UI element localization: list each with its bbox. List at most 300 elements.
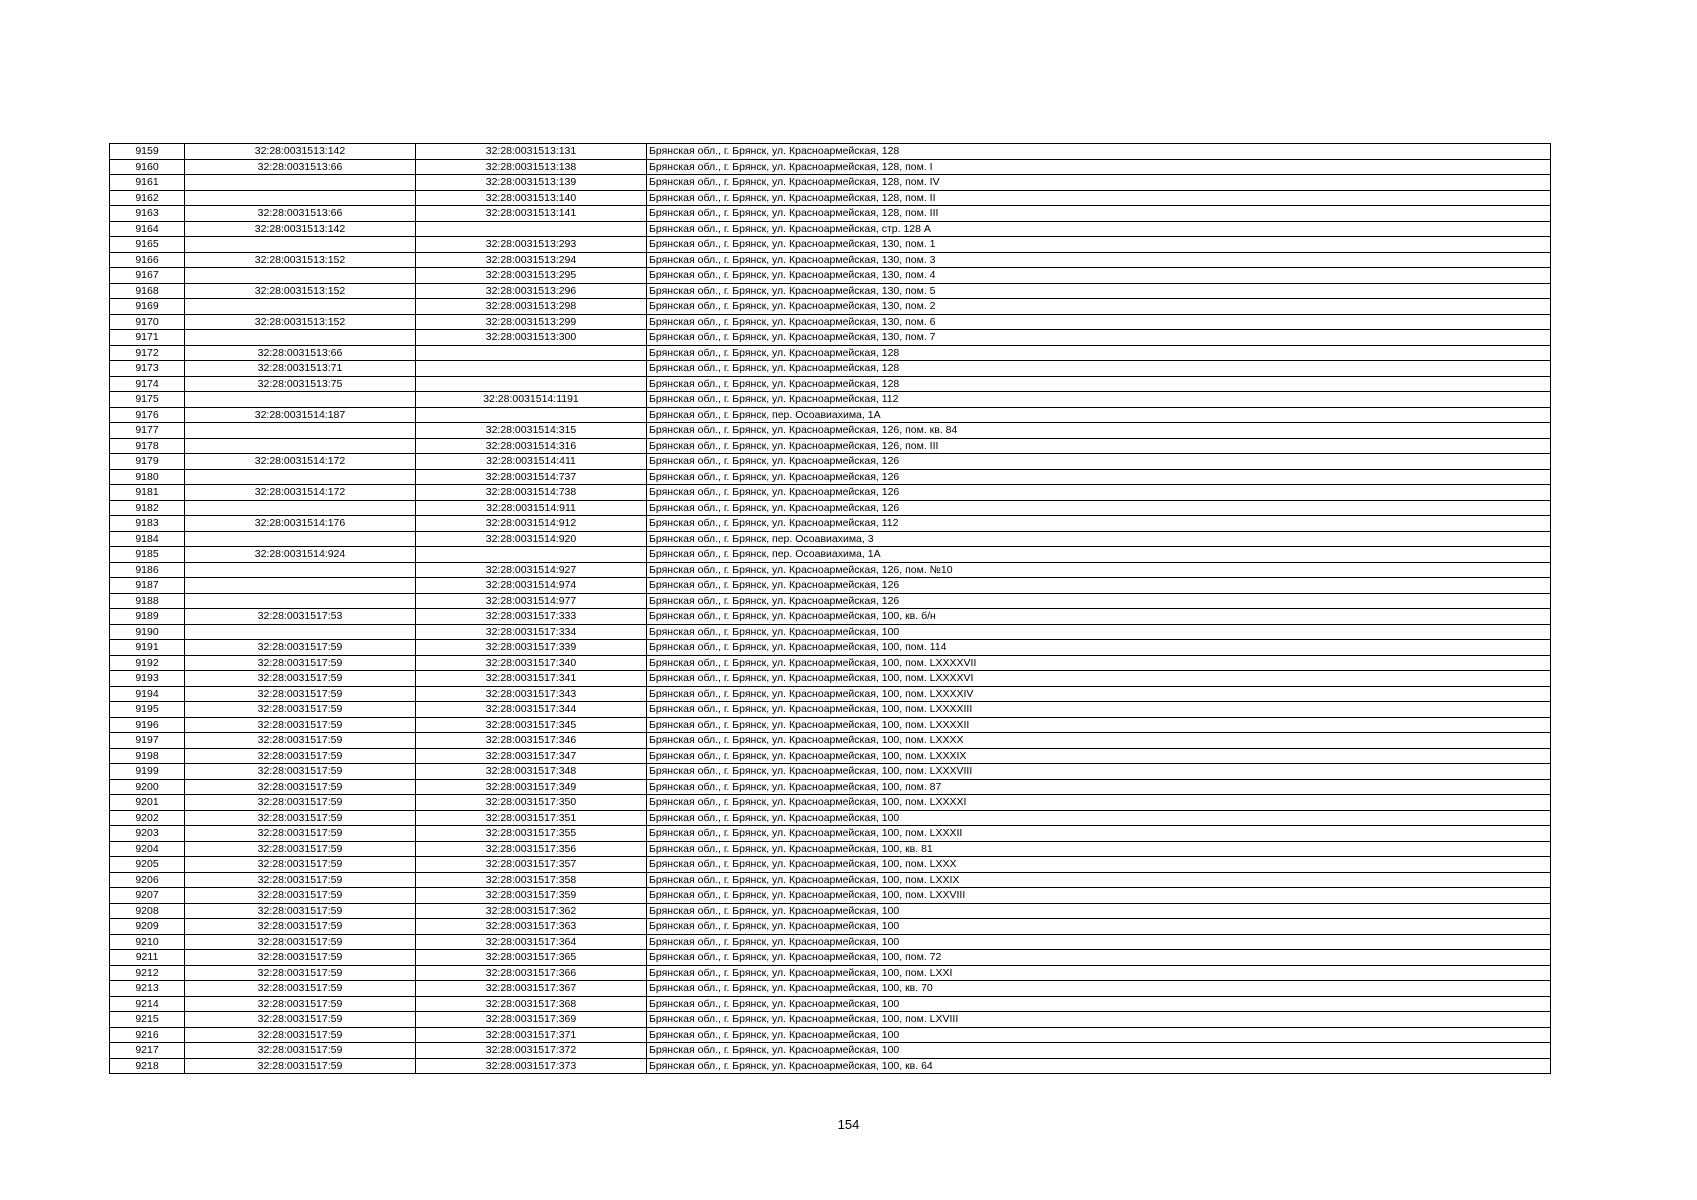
address-cell: Брянская обл., г. Брянск, ул. Красноармейская, 128, пом. IV (647, 175, 1551, 191)
row-number-cell: 9178 (110, 438, 185, 454)
land-cadastral-number-cell (185, 593, 416, 609)
register-table-body (110, 144, 1551, 1074)
land-cadastral-number-cell (185, 175, 416, 191)
row-number-cell: 9212 (110, 965, 185, 981)
address-cell: Брянская обл., г. Брянск, ул. Красноармейская, 100 (647, 903, 1551, 919)
address-cell: Брянская обл., г. Брянск, ул. Красноармейская, 100, кв. б/н (647, 609, 1551, 625)
table-row (110, 578, 1551, 594)
row-number-cell: 9202 (110, 810, 185, 826)
table-row (110, 888, 1551, 904)
address-cell: Брянская обл., г. Брянск, ул. Красноармейская, 100, пом. 72 (647, 950, 1551, 966)
land-cadastral-number-cell (185, 299, 416, 315)
row-number-cell: 9171 (110, 330, 185, 346)
address-cell: Брянская обл., г. Брянск, ул. Красноармейская, 126 (647, 500, 1551, 516)
land-cadastral-number-cell: 32:28:0031513:66 (185, 345, 416, 361)
object-cadastral-number-cell: 32:28:0031513:299 (416, 314, 647, 330)
object-cadastral-number-cell: 32:28:0031517:372 (416, 1043, 647, 1059)
table-row (110, 1043, 1551, 1059)
address-cell: Брянская обл., г. Брянск, ул. Красноармейская, 126 (647, 485, 1551, 501)
address-cell: Брянская обл., г. Брянск, пер. Осоавиахима, 1А (647, 407, 1551, 423)
address-cell: Брянская обл., г. Брянск, ул. Красноармейская, 128, пом. III (647, 206, 1551, 222)
land-cadastral-number-cell: 32:28:0031513:152 (185, 283, 416, 299)
table-row (110, 500, 1551, 516)
row-number-cell: 9164 (110, 221, 185, 237)
land-cadastral-number-cell: 32:28:0031517:59 (185, 919, 416, 935)
row-number-cell: 9185 (110, 547, 185, 563)
land-cadastral-number-cell: 32:28:0031517:59 (185, 872, 416, 888)
row-number-cell: 9172 (110, 345, 185, 361)
object-cadastral-number-cell: 32:28:0031517:368 (416, 996, 647, 1012)
row-number-cell: 9189 (110, 609, 185, 625)
land-cadastral-number-cell: 32:28:0031513:142 (185, 144, 416, 160)
object-cadastral-number-cell: 32:28:0031517:343 (416, 686, 647, 702)
object-cadastral-number-cell (416, 361, 647, 377)
row-number-cell: 9191 (110, 640, 185, 656)
table-row (110, 826, 1551, 842)
land-cadastral-number-cell: 32:28:0031517:59 (185, 1043, 416, 1059)
land-cadastral-number-cell: 32:28:0031517:59 (185, 779, 416, 795)
address-cell: Брянская обл., г. Брянск, ул. Красноармейская, 100, пом. LXXXII (647, 826, 1551, 842)
object-cadastral-number-cell: 32:28:0031517:364 (416, 934, 647, 950)
object-cadastral-number-cell: 32:28:0031513:139 (416, 175, 647, 191)
object-cadastral-number-cell: 32:28:0031513:131 (416, 144, 647, 160)
object-cadastral-number-cell: 32:28:0031517:357 (416, 857, 647, 873)
object-cadastral-number-cell: 32:28:0031517:349 (416, 779, 647, 795)
address-cell: Брянская обл., г. Брянск, ул. Красноармейская, 100 (647, 919, 1551, 935)
address-cell: Брянская обл., г. Брянск, ул. Красноармейская, 100, кв. 81 (647, 841, 1551, 857)
row-number-cell: 9203 (110, 826, 185, 842)
address-cell: Брянская обл., г. Брянск, ул. Красноармейская, 126 (647, 578, 1551, 594)
table-row (110, 655, 1551, 671)
address-cell: Брянская обл., г. Брянск, ул. Красноармейская, 100 (647, 624, 1551, 640)
land-cadastral-number-cell: 32:28:0031517:59 (185, 1027, 416, 1043)
object-cadastral-number-cell: 32:28:0031513:293 (416, 237, 647, 253)
row-number-cell: 9194 (110, 686, 185, 702)
object-cadastral-number-cell: 32:28:0031514:1191 (416, 392, 647, 408)
table-row (110, 640, 1551, 656)
table-row (110, 841, 1551, 857)
address-cell: Брянская обл., г. Брянск, ул. Красноармейская, 100, пом. LXXXXVII (647, 655, 1551, 671)
land-cadastral-number-cell: 32:28:0031517:59 (185, 640, 416, 656)
row-number-cell: 9176 (110, 407, 185, 423)
table-row (110, 609, 1551, 625)
row-number-cell: 9200 (110, 779, 185, 795)
object-cadastral-number-cell: 32:28:0031517:350 (416, 795, 647, 811)
address-cell: Брянская обл., г. Брянск, ул. Красноармейская, 130, пом. 4 (647, 268, 1551, 284)
object-cadastral-number-cell: 32:28:0031514:920 (416, 531, 647, 547)
address-cell: Брянская обл., г. Брянск, ул. Красноармейская, 100, пом. LXXIX (647, 872, 1551, 888)
address-cell: Брянская обл., г. Брянск, ул. Красноармейская, 128 (647, 361, 1551, 377)
object-cadastral-number-cell: 32:28:0031514:977 (416, 593, 647, 609)
row-number-cell: 9182 (110, 500, 185, 516)
object-cadastral-number-cell: 32:28:0031513:294 (416, 252, 647, 268)
object-cadastral-number-cell: 32:28:0031517:346 (416, 733, 647, 749)
object-cadastral-number-cell (416, 221, 647, 237)
address-cell: Брянская обл., г. Брянск, ул. Красноармейская, 100 (647, 1027, 1551, 1043)
row-number-cell: 9196 (110, 717, 185, 733)
table-row (110, 903, 1551, 919)
object-cadastral-number-cell: 32:28:0031513:296 (416, 283, 647, 299)
object-cadastral-number-cell: 32:28:0031517:334 (416, 624, 647, 640)
object-cadastral-number-cell: 32:28:0031514:911 (416, 500, 647, 516)
table-row (110, 547, 1551, 563)
land-cadastral-number-cell (185, 190, 416, 206)
table-row (110, 764, 1551, 780)
land-cadastral-number-cell (185, 500, 416, 516)
object-cadastral-number-cell: 32:28:0031514:927 (416, 562, 647, 578)
row-number-cell: 9213 (110, 981, 185, 997)
row-number-cell: 9160 (110, 159, 185, 175)
table-row (110, 206, 1551, 222)
row-number-cell: 9170 (110, 314, 185, 330)
table-row (110, 531, 1551, 547)
object-cadastral-number-cell: 32:28:0031517:348 (416, 764, 647, 780)
object-cadastral-number-cell: 32:28:0031517:363 (416, 919, 647, 935)
object-cadastral-number-cell: 32:28:0031517:356 (416, 841, 647, 857)
table-row (110, 159, 1551, 175)
address-cell: Брянская обл., г. Брянск, ул. Красноармейская, 100, пом. LXXXIX (647, 748, 1551, 764)
table-row (110, 934, 1551, 950)
land-cadastral-number-cell: 32:28:0031517:59 (185, 888, 416, 904)
table-row (110, 1058, 1551, 1074)
object-cadastral-number-cell: 32:28:0031517:362 (416, 903, 647, 919)
row-number-cell: 9193 (110, 671, 185, 687)
address-cell: Брянская обл., г. Брянск, ул. Красноармейская, 100, пом. LXVIII (647, 1012, 1551, 1028)
table-row (110, 593, 1551, 609)
address-cell: Брянская обл., г. Брянск, ул. Красноармейская, 100, пом. LXXXXI (647, 795, 1551, 811)
land-cadastral-number-cell: 32:28:0031513:152 (185, 252, 416, 268)
table-row (110, 283, 1551, 299)
object-cadastral-number-cell: 32:28:0031517:341 (416, 671, 647, 687)
table-row (110, 795, 1551, 811)
row-number-cell: 9186 (110, 562, 185, 578)
table-row (110, 469, 1551, 485)
table-row (110, 872, 1551, 888)
table-row (110, 268, 1551, 284)
row-number-cell: 9188 (110, 593, 185, 609)
land-cadastral-number-cell: 32:28:0031517:59 (185, 764, 416, 780)
object-cadastral-number-cell: 32:28:0031517:355 (416, 826, 647, 842)
table-row (110, 717, 1551, 733)
land-cadastral-number-cell: 32:28:0031517:59 (185, 686, 416, 702)
table-row (110, 144, 1551, 160)
land-cadastral-number-cell: 32:28:0031513:71 (185, 361, 416, 377)
address-cell: Брянская обл., г. Брянск, ул. Красноармейская, 128 (647, 376, 1551, 392)
address-cell: Брянская обл., г. Брянск, ул. Красноармейская, 112 (647, 516, 1551, 532)
table-row (110, 965, 1551, 981)
address-cell: Брянская обл., г. Брянск, ул. Красноармейская, 100, кв. 64 (647, 1058, 1551, 1074)
table-row (110, 810, 1551, 826)
row-number-cell: 9207 (110, 888, 185, 904)
register-table-container (109, 143, 1550, 1074)
land-cadastral-number-cell: 32:28:0031517:53 (185, 609, 416, 625)
register-table (109, 143, 1551, 1074)
address-cell: Брянская обл., г. Брянск, ул. Красноармейская, 100, пом. LXXX (647, 857, 1551, 873)
address-cell: Брянская обл., г. Брянск, ул. Красноармейская, 128, пом. II (647, 190, 1551, 206)
address-cell: Брянская обл., г. Брянск, ул. Красноармейская, 130, пом. 2 (647, 299, 1551, 315)
land-cadastral-number-cell: 32:28:0031517:59 (185, 717, 416, 733)
address-cell: Брянская обл., г. Брянск, ул. Красноармейская, 128 (647, 345, 1551, 361)
table-row (110, 562, 1551, 578)
land-cadastral-number-cell (185, 531, 416, 547)
table-row (110, 1027, 1551, 1043)
object-cadastral-number-cell: 32:28:0031514:411 (416, 454, 647, 470)
address-cell: Брянская обл., г. Брянск, ул. Красноармейская, 100, пом. LXXXXIV (647, 686, 1551, 702)
table-row (110, 485, 1551, 501)
object-cadastral-number-cell: 32:28:0031513:295 (416, 268, 647, 284)
address-cell: Брянская обл., г. Брянск, ул. Красноармейская, 100, кв. 70 (647, 981, 1551, 997)
land-cadastral-number-cell (185, 268, 416, 284)
object-cadastral-number-cell: 32:28:0031517:358 (416, 872, 647, 888)
row-number-cell: 9167 (110, 268, 185, 284)
row-number-cell: 9174 (110, 376, 185, 392)
table-row (110, 423, 1551, 439)
address-cell: Брянская обл., г. Брянск, ул. Красноармейская, 100, пом. LXXXXIII (647, 702, 1551, 718)
row-number-cell: 9163 (110, 206, 185, 222)
address-cell: Брянская обл., г. Брянск, ул. Красноармейская, 126 (647, 454, 1551, 470)
land-cadastral-number-cell: 32:28:0031517:59 (185, 748, 416, 764)
row-number-cell: 9215 (110, 1012, 185, 1028)
address-cell: Брянская обл., г. Брянск, ул. Красноармейская, 130, пом. 3 (647, 252, 1551, 268)
land-cadastral-number-cell: 32:28:0031517:59 (185, 1012, 416, 1028)
land-cadastral-number-cell: 32:28:0031514:172 (185, 485, 416, 501)
address-cell: Брянская обл., г. Брянск, ул. Красноармейская, 100, пом. LXXVIII (647, 888, 1551, 904)
land-cadastral-number-cell: 32:28:0031517:59 (185, 1058, 416, 1074)
table-row (110, 779, 1551, 795)
address-cell: Брянская обл., г. Брянск, ул. Красноармейская, 100 (647, 1043, 1551, 1059)
object-cadastral-number-cell (416, 407, 647, 423)
table-row (110, 376, 1551, 392)
address-cell: Брянская обл., г. Брянск, ул. Красноармейская, 100, пом. LXXXVIII (647, 764, 1551, 780)
table-row (110, 438, 1551, 454)
row-number-cell: 9159 (110, 144, 185, 160)
object-cadastral-number-cell: 32:28:0031517:345 (416, 717, 647, 733)
row-number-cell: 9168 (110, 283, 185, 299)
row-number-cell: 9198 (110, 748, 185, 764)
land-cadastral-number-cell: 32:28:0031517:59 (185, 702, 416, 718)
table-row (110, 624, 1551, 640)
object-cadastral-number-cell: 32:28:0031517:367 (416, 981, 647, 997)
land-cadastral-number-cell: 32:28:0031517:59 (185, 996, 416, 1012)
table-row (110, 981, 1551, 997)
row-number-cell: 9209 (110, 919, 185, 935)
row-number-cell: 9218 (110, 1058, 185, 1074)
object-cadastral-number-cell: 32:28:0031513:141 (416, 206, 647, 222)
object-cadastral-number-cell: 32:28:0031517:371 (416, 1027, 647, 1043)
address-cell: Брянская обл., г. Брянск, ул. Красноармейская, 126, пом. №10 (647, 562, 1551, 578)
land-cadastral-number-cell (185, 562, 416, 578)
row-number-cell: 9177 (110, 423, 185, 439)
object-cadastral-number-cell: 32:28:0031513:140 (416, 190, 647, 206)
table-row (110, 330, 1551, 346)
table-row (110, 702, 1551, 718)
table-row (110, 950, 1551, 966)
land-cadastral-number-cell: 32:28:0031517:59 (185, 965, 416, 981)
table-row (110, 361, 1551, 377)
land-cadastral-number-cell: 32:28:0031513:75 (185, 376, 416, 392)
table-row (110, 919, 1551, 935)
address-cell: Брянская обл., г. Брянск, ул. Красноармейская, 126, пом. кв. 84 (647, 423, 1551, 439)
object-cadastral-number-cell (416, 345, 647, 361)
land-cadastral-number-cell (185, 237, 416, 253)
address-cell: Брянская обл., г. Брянск, ул. Красноармейская, 130, пом. 7 (647, 330, 1551, 346)
address-cell: Брянская обл., г. Брянск, ул. Красноармейская, 100, пом. LXXI (647, 965, 1551, 981)
row-number-cell: 9179 (110, 454, 185, 470)
object-cadastral-number-cell: 32:28:0031517:369 (416, 1012, 647, 1028)
object-cadastral-number-cell: 32:28:0031514:737 (416, 469, 647, 485)
object-cadastral-number-cell: 32:28:0031514:315 (416, 423, 647, 439)
address-cell: Брянская обл., г. Брянск, ул. Красноармейская, 100 (647, 934, 1551, 950)
object-cadastral-number-cell: 32:28:0031514:316 (416, 438, 647, 454)
table-row (110, 454, 1551, 470)
land-cadastral-number-cell: 32:28:0031517:59 (185, 826, 416, 842)
table-row (110, 996, 1551, 1012)
object-cadastral-number-cell: 32:28:0031513:298 (416, 299, 647, 315)
land-cadastral-number-cell (185, 469, 416, 485)
row-number-cell: 9166 (110, 252, 185, 268)
table-row (110, 407, 1551, 423)
object-cadastral-number-cell: 32:28:0031514:912 (416, 516, 647, 532)
table-row (110, 686, 1551, 702)
table-row (110, 733, 1551, 749)
table-row (110, 671, 1551, 687)
address-cell: Брянская обл., г. Брянск, ул. Красноармейская, 128, пом. I (647, 159, 1551, 175)
object-cadastral-number-cell: 32:28:0031517:339 (416, 640, 647, 656)
address-cell: Брянская обл., г. Брянск, ул. Красноармейская, 130, пом. 1 (647, 237, 1551, 253)
object-cadastral-number-cell: 32:28:0031517:365 (416, 950, 647, 966)
row-number-cell: 9199 (110, 764, 185, 780)
land-cadastral-number-cell: 32:28:0031514:176 (185, 516, 416, 532)
land-cadastral-number-cell: 32:28:0031513:152 (185, 314, 416, 330)
row-number-cell: 9165 (110, 237, 185, 253)
object-cadastral-number-cell: 32:28:0031517:366 (416, 965, 647, 981)
address-cell: Брянская обл., г. Брянск, ул. Красноармейская, 126, пом. III (647, 438, 1551, 454)
object-cadastral-number-cell: 32:28:0031517:351 (416, 810, 647, 826)
address-cell: Брянская обл., г. Брянск, ул. Красноармейская, 112 (647, 392, 1551, 408)
land-cadastral-number-cell (185, 330, 416, 346)
row-number-cell: 9206 (110, 872, 185, 888)
address-cell: Брянская обл., г. Брянск, ул. Красноармейская, 100 (647, 996, 1551, 1012)
table-row (110, 299, 1551, 315)
row-number-cell: 9201 (110, 795, 185, 811)
row-number-cell: 9211 (110, 950, 185, 966)
address-cell: Брянская обл., г. Брянск, ул. Красноармейская, 130, пом. 5 (647, 283, 1551, 299)
row-number-cell: 9205 (110, 857, 185, 873)
address-cell: Брянская обл., г. Брянск, ул. Красноармейская, 126 (647, 593, 1551, 609)
table-row (110, 237, 1551, 253)
land-cadastral-number-cell: 32:28:0031517:59 (185, 733, 416, 749)
land-cadastral-number-cell: 32:28:0031517:59 (185, 981, 416, 997)
land-cadastral-number-cell: 32:28:0031517:59 (185, 671, 416, 687)
land-cadastral-number-cell: 32:28:0031517:59 (185, 795, 416, 811)
table-row (110, 748, 1551, 764)
address-cell: Брянская обл., г. Брянск, ул. Красноармейская, 100, пом. LXXXX (647, 733, 1551, 749)
address-cell: Брянская обл., г. Брянск, ул. Красноармейская, стр. 128 А (647, 221, 1551, 237)
table-row (110, 516, 1551, 532)
land-cadastral-number-cell: 32:28:0031513:66 (185, 159, 416, 175)
object-cadastral-number-cell: 32:28:0031517:344 (416, 702, 647, 718)
row-number-cell: 9162 (110, 190, 185, 206)
land-cadastral-number-cell: 32:28:0031517:59 (185, 934, 416, 950)
land-cadastral-number-cell: 32:28:0031514:187 (185, 407, 416, 423)
row-number-cell: 9214 (110, 996, 185, 1012)
row-number-cell: 9192 (110, 655, 185, 671)
row-number-cell: 9204 (110, 841, 185, 857)
table-row (110, 345, 1551, 361)
land-cadastral-number-cell (185, 438, 416, 454)
row-number-cell: 9195 (110, 702, 185, 718)
row-number-cell: 9208 (110, 903, 185, 919)
row-number-cell: 9216 (110, 1027, 185, 1043)
row-number-cell: 9180 (110, 469, 185, 485)
row-number-cell: 9173 (110, 361, 185, 377)
land-cadastral-number-cell: 32:28:0031517:59 (185, 655, 416, 671)
address-cell: Брянская обл., г. Брянск, ул. Красноармейская, 128 (647, 144, 1551, 160)
address-cell: Брянская обл., г. Брянск, ул. Красноармейская, 100, пом. 87 (647, 779, 1551, 795)
table-row (110, 857, 1551, 873)
page-number: 154 (837, 1117, 860, 1132)
object-cadastral-number-cell: 32:28:0031517:340 (416, 655, 647, 671)
address-cell: Брянская обл., г. Брянск, ул. Красноармейская, 126 (647, 469, 1551, 485)
row-number-cell: 9161 (110, 175, 185, 191)
land-cadastral-number-cell: 32:28:0031514:924 (185, 547, 416, 563)
row-number-cell: 9210 (110, 934, 185, 950)
land-cadastral-number-cell: 32:28:0031517:59 (185, 903, 416, 919)
object-cadastral-number-cell: 32:28:0031517:347 (416, 748, 647, 764)
address-cell: Брянская обл., г. Брянск, ул. Красноармейская, 100, пом. LXXXXVI (647, 671, 1551, 687)
object-cadastral-number-cell: 32:28:0031513:300 (416, 330, 647, 346)
object-cadastral-number-cell: 32:28:0031517:373 (416, 1058, 647, 1074)
row-number-cell: 9197 (110, 733, 185, 749)
address-cell: Брянская обл., г. Брянск, ул. Красноармейская, 100, пом. 114 (647, 640, 1551, 656)
land-cadastral-number-cell (185, 578, 416, 594)
row-number-cell: 9190 (110, 624, 185, 640)
object-cadastral-number-cell: 32:28:0031513:138 (416, 159, 647, 175)
land-cadastral-number-cell (185, 392, 416, 408)
land-cadastral-number-cell: 32:28:0031513:66 (185, 206, 416, 222)
row-number-cell: 9175 (110, 392, 185, 408)
object-cadastral-number-cell (416, 547, 647, 563)
address-cell: Брянская обл., г. Брянск, ул. Красноармейская, 130, пом. 6 (647, 314, 1551, 330)
row-number-cell: 9187 (110, 578, 185, 594)
row-number-cell: 9181 (110, 485, 185, 501)
land-cadastral-number-cell: 32:28:0031517:59 (185, 950, 416, 966)
address-cell: Брянская обл., г. Брянск, ул. Красноармейская, 100 (647, 810, 1551, 826)
object-cadastral-number-cell: 32:28:0031514:738 (416, 485, 647, 501)
table-row (110, 190, 1551, 206)
row-number-cell: 9169 (110, 299, 185, 315)
object-cadastral-number-cell: 32:28:0031517:333 (416, 609, 647, 625)
address-cell: Брянская обл., г. Брянск, ул. Красноармейская, 100, пом. LXXXXII (647, 717, 1551, 733)
object-cadastral-number-cell (416, 376, 647, 392)
land-cadastral-number-cell: 32:28:0031517:59 (185, 857, 416, 873)
address-cell: Брянская обл., г. Брянск, пер. Осоавиахима, 1А (647, 547, 1551, 563)
row-number-cell: 9183 (110, 516, 185, 532)
table-row (110, 175, 1551, 191)
object-cadastral-number-cell: 32:28:0031514:974 (416, 578, 647, 594)
table-row (110, 252, 1551, 268)
land-cadastral-number-cell (185, 624, 416, 640)
object-cadastral-number-cell: 32:28:0031517:359 (416, 888, 647, 904)
land-cadastral-number-cell: 32:28:0031517:59 (185, 841, 416, 857)
row-number-cell: 9184 (110, 531, 185, 547)
land-cadastral-number-cell: 32:28:0031513:142 (185, 221, 416, 237)
table-row (110, 314, 1551, 330)
land-cadastral-number-cell: 32:28:0031517:59 (185, 810, 416, 826)
land-cadastral-number-cell: 32:28:0031514:172 (185, 454, 416, 470)
table-row (110, 1012, 1551, 1028)
table-row (110, 221, 1551, 237)
